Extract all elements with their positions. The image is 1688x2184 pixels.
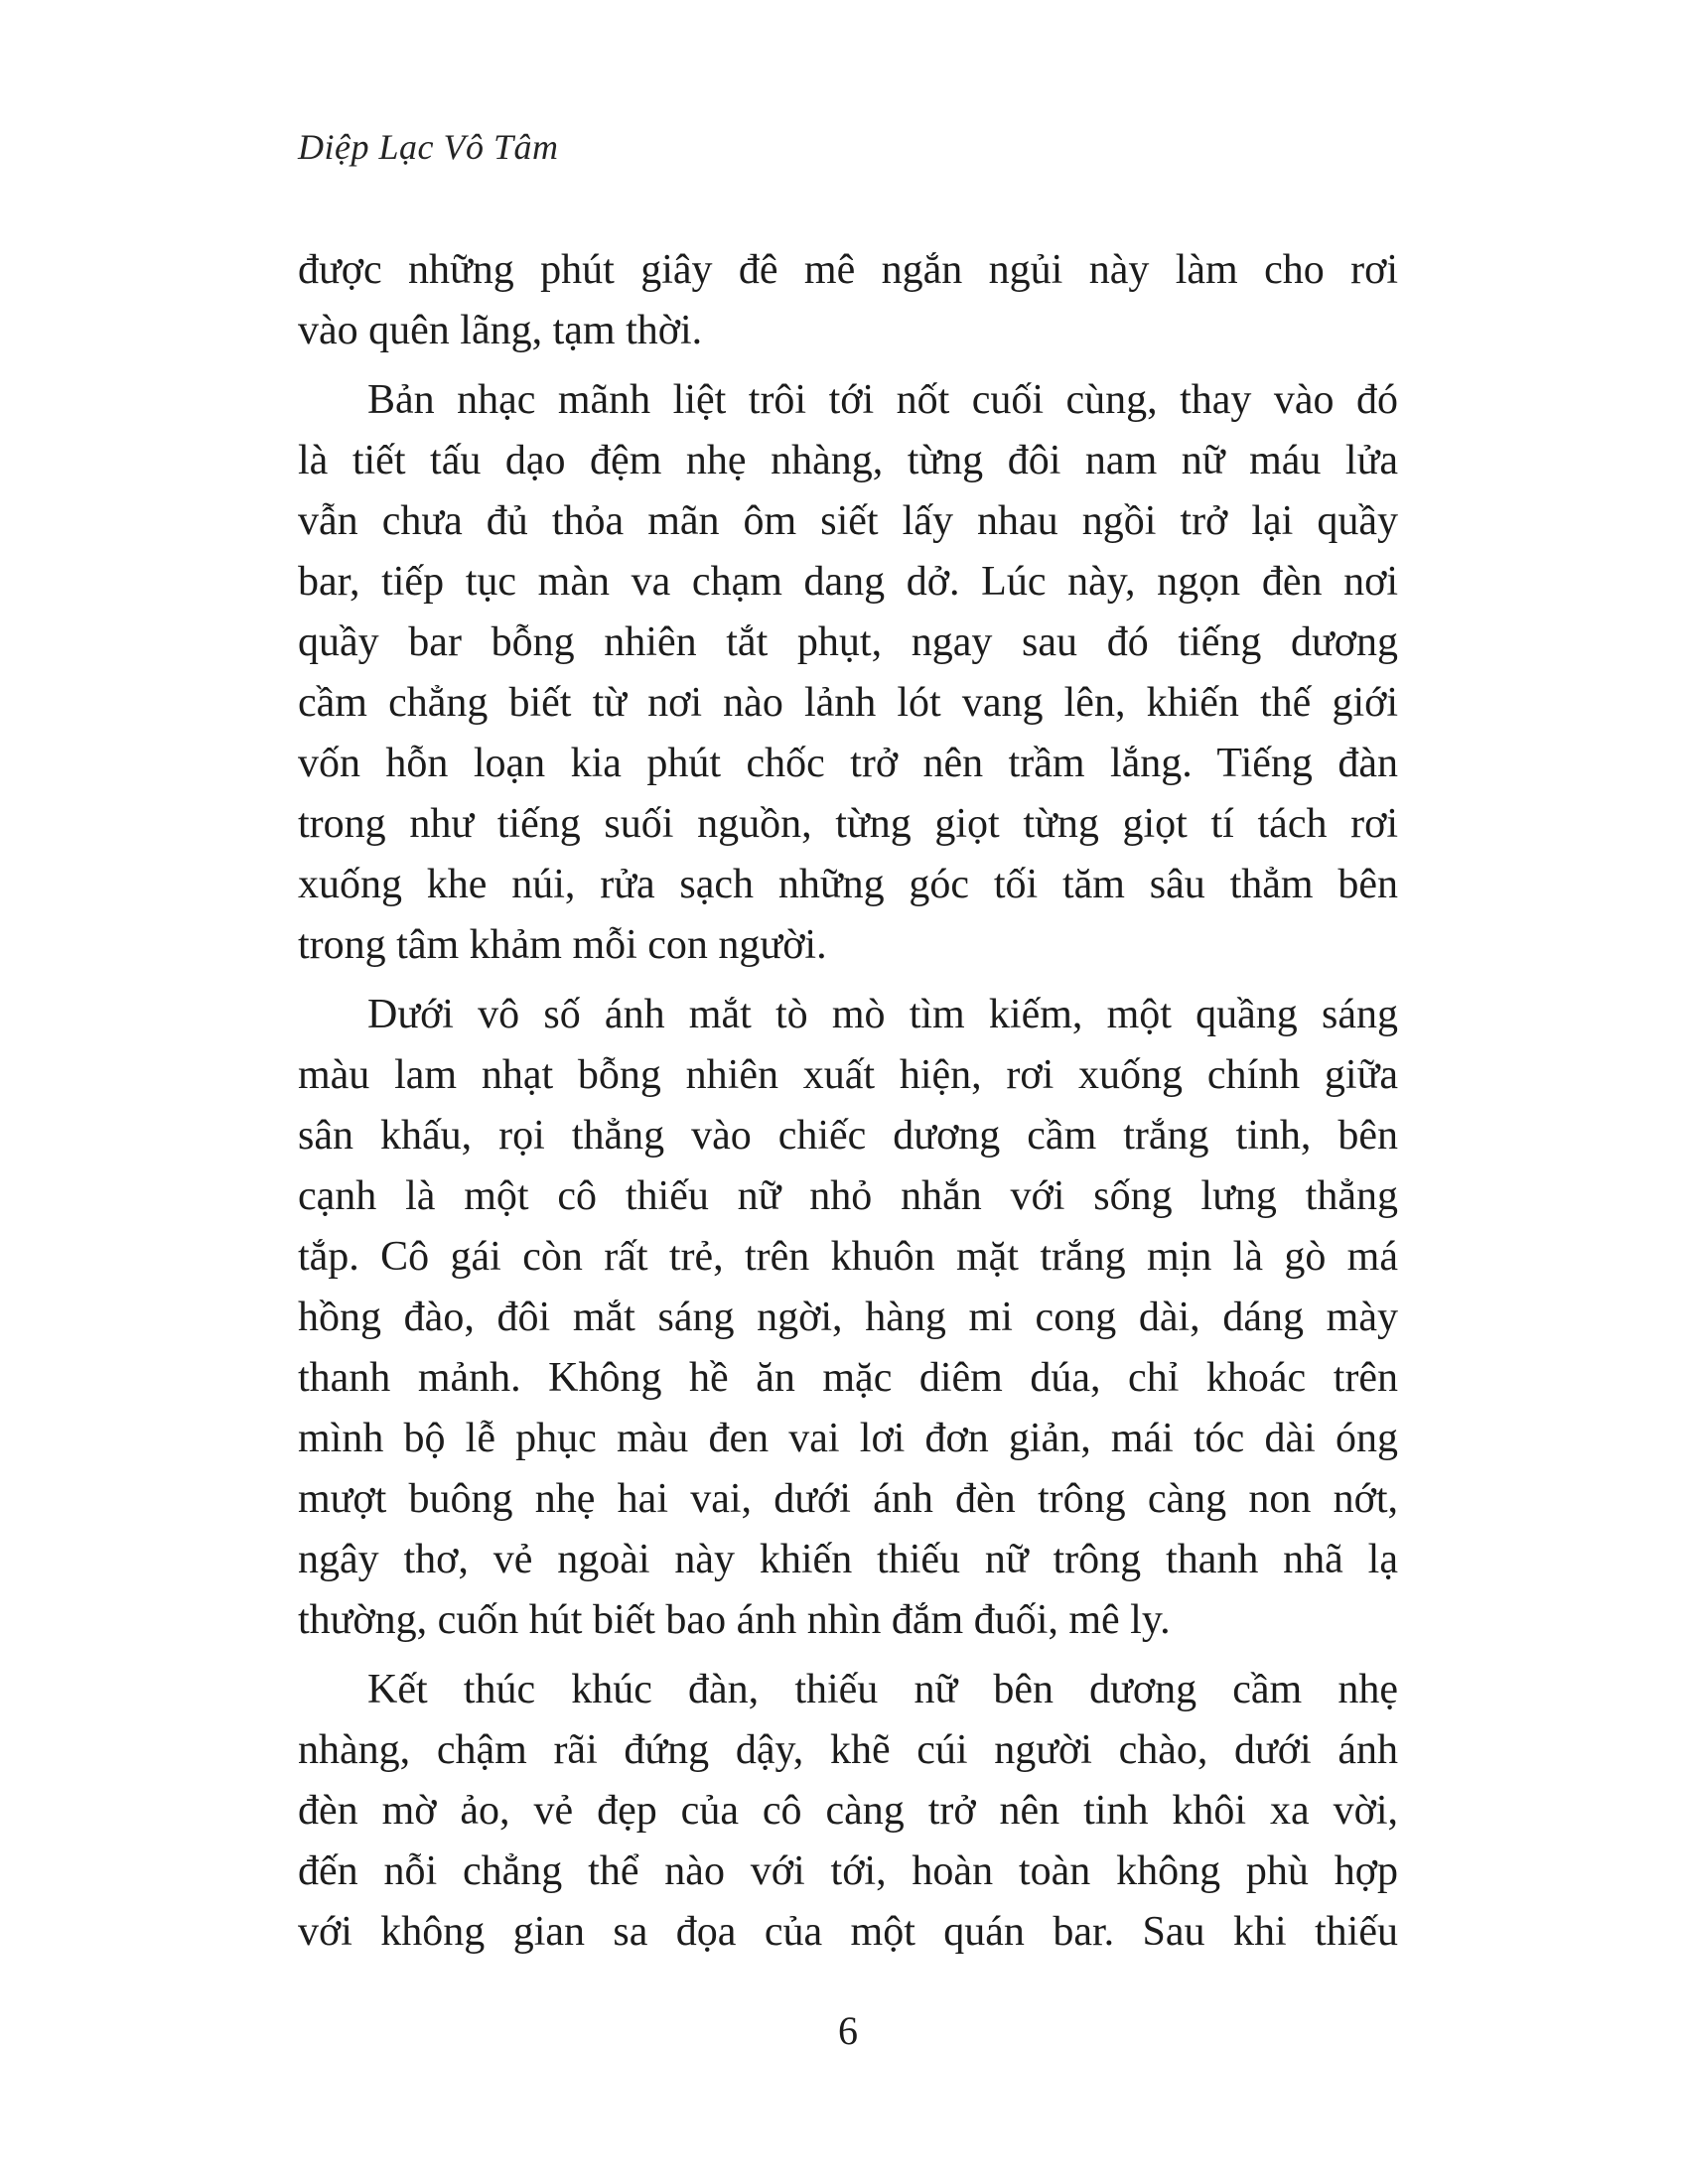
page-body bbox=[298, 240, 1398, 1972]
text-line: nhàng, chậm rãi đứng dậy, khẽ cúi người chào, dưới ánh bbox=[298, 1727, 1398, 1773]
text-line: Kết thúc khúc đàn, thiếu nữ bên dương cầm nhẹ bbox=[367, 1667, 1398, 1712]
text-line: đến nỗi chẳng thể nào với tới, hoàn toàn không phù hợp bbox=[298, 1848, 1398, 1894]
text-line: màu lam nhạt bỗng nhiên xuất hiện, rơi xuống chính giữa bbox=[298, 1052, 1398, 1098]
text-line: mượt buông nhẹ hai vai, dưới ánh đèn trông càng non nớt, bbox=[298, 1476, 1398, 1522]
text-line: vốn hỗn loạn kia phút chốc trở nên trầm lắng. Tiếng đàn bbox=[298, 741, 1398, 786]
text-line: vẫn chưa đủ thỏa mãn ôm siết lấy nhau ngồi trở lại quầy bbox=[298, 498, 1398, 544]
text-line: trong tâm khảm mỗi con người. bbox=[298, 922, 827, 968]
paragraph bbox=[298, 985, 1398, 1651]
text-line: cạnh là một cô thiếu nữ nhỏ nhắn với sống lưng thẳng bbox=[298, 1173, 1398, 1219]
text-line: đèn mờ ảo, vẻ đẹp của cô càng trở nên tinh khôi xa vời, bbox=[298, 1788, 1398, 1834]
text-line: là tiết tấu dạo đệm nhẹ nhàng, từng đôi nam nữ máu lửa bbox=[298, 438, 1398, 483]
paragraph bbox=[298, 370, 1398, 976]
paragraph bbox=[298, 240, 1398, 361]
text-line: sân khấu, rọi thẳng vào chiếc dương cầm trắng tinh, bên bbox=[298, 1113, 1398, 1159]
text-line: được những phút giây đê mê ngắn ngủi này làm cho rơi bbox=[298, 247, 1398, 293]
text-line: tắp. Cô gái còn rất trẻ, trên khuôn mặt trắng mịn là gò má bbox=[298, 1234, 1398, 1280]
text-line: với không gian sa đọa của một quán bar. Sau khi thiếu bbox=[298, 1909, 1398, 1955]
page-number: 6 bbox=[838, 2008, 858, 2053]
text-line: thường, cuốn hút biết bao ánh nhìn đắm đuối, mê ly. bbox=[298, 1597, 1171, 1643]
text-line: Bản nhạc mãnh liệt trôi tới nốt cuối cùng, thay vào đó bbox=[367, 377, 1398, 423]
text-line: mình bộ lễ phục màu đen vai lơi đơn giản, mái tóc dài óng bbox=[298, 1416, 1398, 1461]
text-line: Dưới vô số ánh mắt tò mò tìm kiếm, một quầng sáng bbox=[367, 992, 1398, 1037]
running-header: Diệp Lạc Vô Tâm bbox=[298, 127, 559, 167]
text-line: cầm chẳng biết từ nơi nào lảnh lót vang lên, khiến thế giới bbox=[298, 680, 1398, 726]
text-line: trong như tiếng suối nguồn, từng giọt từng giọt tí tách rơi bbox=[298, 801, 1398, 847]
paragraph bbox=[298, 1660, 1398, 1963]
text-line: vào quên lãng, tạm thời. bbox=[298, 308, 703, 353]
text-line: hồng đào, đôi mắt sáng ngời, hàng mi cong dài, dáng mày bbox=[298, 1295, 1398, 1340]
text-line: thanh mảnh. Không hề ăn mặc diêm dúa, chỉ khoác trên bbox=[298, 1355, 1398, 1401]
text-line: xuống khe núi, rửa sạch những góc tối tăm sâu thẳm bên bbox=[298, 862, 1398, 907]
text-line: bar, tiếp tục màn va chạm dang dở. Lúc này, ngọn đèn nơi bbox=[298, 559, 1398, 605]
text-line: quầy bar bỗng nhiên tắt phụt, ngay sau đó tiếng dương bbox=[298, 619, 1398, 665]
text-line: ngây thơ, vẻ ngoài này khiến thiếu nữ trông thanh nhã lạ bbox=[298, 1537, 1398, 1582]
